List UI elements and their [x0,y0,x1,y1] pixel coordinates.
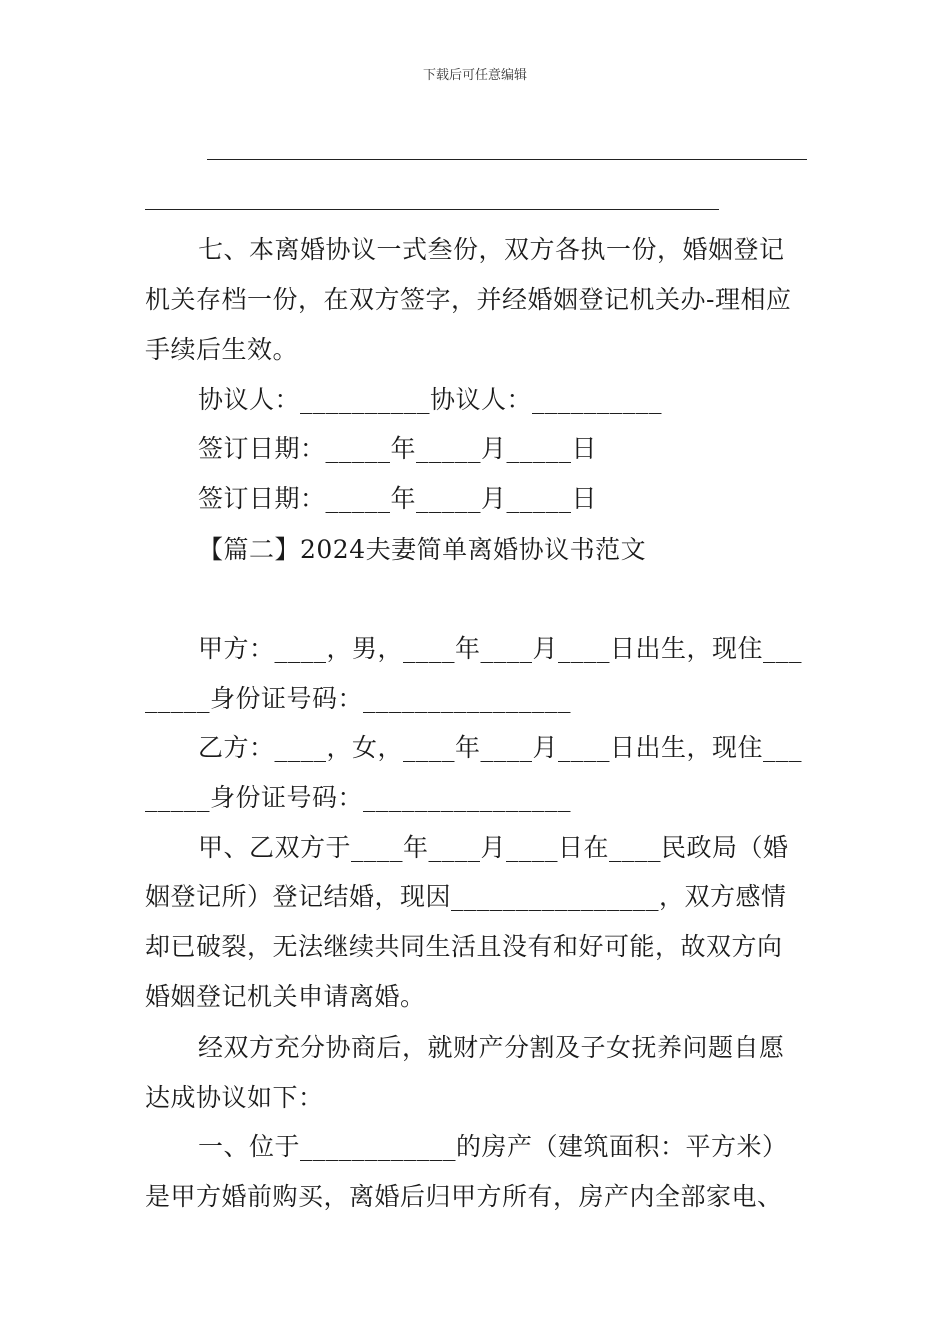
party-b-line-2: _____身份证号码：________________ [145,783,572,812]
agreement-intro-line-2: 达成协议如下： [145,1083,324,1112]
clause-one-line-2: 是甲方婚前购买，离婚后归甲方所有，房产内全部家电、 [145,1182,783,1211]
marriage-paragraph-line-2: 姻登记所）登记结婚，现因________________，双方感情 [145,882,787,911]
blank-line-second [145,209,719,210]
section-two-heading: 【篇二】2024夫妻简单离婚协议书范文 [198,535,647,564]
sign-date-line-1: 签订日期：_____年_____月_____日 [198,434,598,463]
sign-date-line-2: 签订日期：_____年_____月_____日 [198,484,598,513]
clause-seven-line-3: 手续后生效。 [145,335,299,364]
blank-line-top [207,159,807,160]
marriage-paragraph-line-1: 甲、乙双方于____年____月____日在____民政局（婚 [198,833,789,862]
clause-seven-line-2: 机关存档一份，在双方签字，并经婚姻登记机关办-理相应 [145,285,792,314]
marriage-paragraph-line-3: 却已破裂，无法继续共同生活且没有和好可能，故双方向 [145,932,783,961]
marriage-paragraph-line-4: 婚姻登记机关申请离婚。 [145,982,426,1011]
clause-one-line-1: 一、位于____________的房产（建筑面积：平方米） [198,1132,788,1161]
party-a-line-1: 甲方：____，男，____年____月____日出生，现住___ [198,634,803,663]
party-a-line-2: _____身份证号码：________________ [145,684,572,713]
page-header: 下载后可任意编辑 [422,68,527,83]
agreement-intro-line-1: 经双方充分协商后，就财产分割及子女抚养问题自愿 [198,1033,785,1062]
clause-seven-line-1: 七、本离婚协议一式叁份，双方各执一份，婚姻登记 [198,235,785,264]
signatories-line: 协议人：__________协议人：__________ [198,385,663,414]
party-b-line-1: 乙方：____，女，____年____月____日出生，现住___ [198,733,803,762]
